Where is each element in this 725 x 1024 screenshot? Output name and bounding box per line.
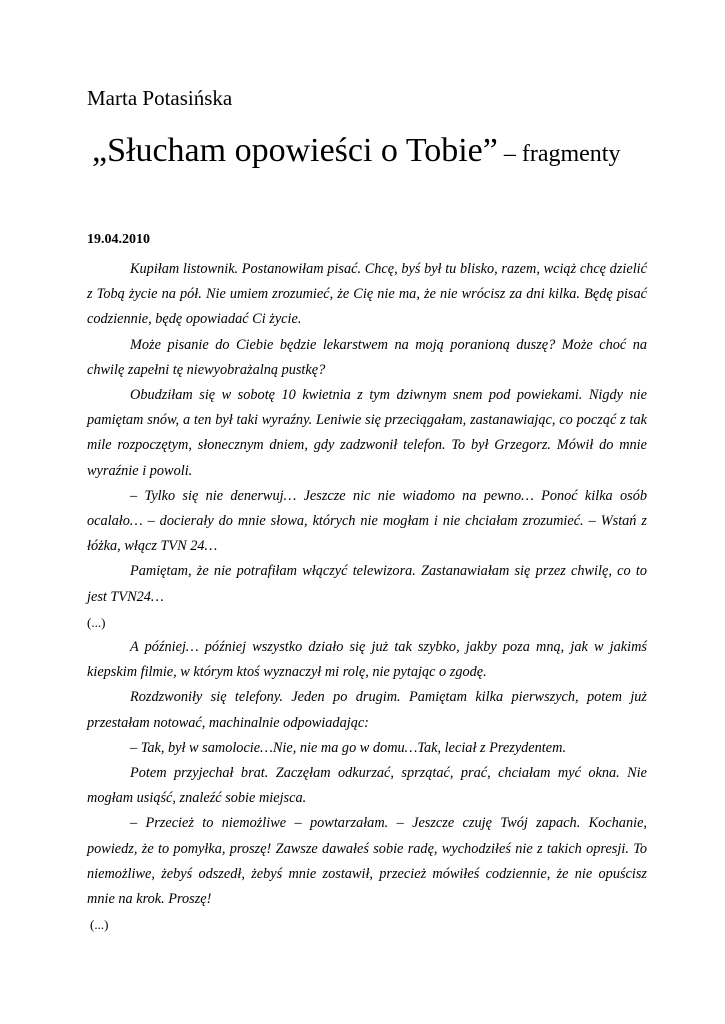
paragraph: – Tylko się nie denerwuj… Jeszcze nic nie wiadomo na pewno… Ponoć kilka osób ocalało… – docierały do mnie słowa, których nie mogłam i nie chciałam zrozumieć. – Wstań z łóżka, włącz TVN 24… [87,487,647,555]
paragraph: Kupiłam listownik. Postanowiłam pisać. Chcę, byś był tu blisko, razem, wciąż chcę dzielić z Tobą życie na pół. Nie umiem zrozumieć, że Cię nie ma, że nie wrócisz za dni kilka. Będę pisać codziennie, będę opowiadać Ci życie. [87,261,647,328]
document-title [92,130,620,175]
paragraph: Może pisanie do Ciebie będzie lekarstwem na moją poranioną duszę? Może choć na chwilę zapełni tę niewyobrażalną pustkę? [87,336,647,378]
document-body [87,257,647,937]
entry-date: 19.04.2010 [87,232,150,247]
title-main: „Słucham opowieści o Tobie” [92,132,498,169]
paragraph: Potem przyjechał brat. Zaczęłam odkurzać, sprzątać, prać, chciałam myć okna. Nie mogłam usiąść, znaleźć sobie miejsca. [87,765,647,807]
author-name: Marta Potasińska [87,86,233,110]
omission-marker: (...) [87,614,106,630]
paragraph: Obudziłam się w sobotę 10 kwietnia z tym dziwnym snem pod powiekami. Nigdy nie pamiętam snów, a ten był taki wyraźny. Leniwie się przeciągałam, zastanawiając, co począć z tak mile rozpoczętym, słonecznym dniem, gdy zadzwonił telefon. To był Grzegorz. Mówił do mnie wyraźnie i powoli. [87,387,647,479]
paragraph: – Tak, był w samolocie…Nie, nie ma go w domu…Tak, leciał z Prezydentem. [130,739,567,756]
paragraph: A później… później wszystko działo się już tak szybko, jakby poza mną, jak w jakimś kiepskim filmie, w którym ktoś wyznaczył mi rolę, nie pytając o zgodę. [87,639,647,681]
title-subtitle: – fragmenty [497,141,621,167]
paragraph: Rozdzwoniły się telefony. Jeden po drugim. Pamiętam kilka pierwszych, potem już przestałam notować, machinalnie odpowiadając: [87,689,647,731]
paragraph: – Przecież to niemożliwe – powtarzałam. – Jeszcze czuję Twój zapach. Kochanie, powiedz, że to pomyłka, proszę! Zawsze dawałeś sobie radę, wychodziłeś nie z takich opresji. To niemożliwe, żebyś odszedł, żebyś mnie zostawił, przecież mówiłeś codziennie, że nie opuścisz mnie na krok. Proszę! [87,815,647,908]
paragraph: Pamiętam, że nie potrafiłam włączyć telewizora. Zastanawiałam się przez chwilę, co to jest TVN24… [87,563,647,605]
omission-marker: (...) [90,917,109,933]
